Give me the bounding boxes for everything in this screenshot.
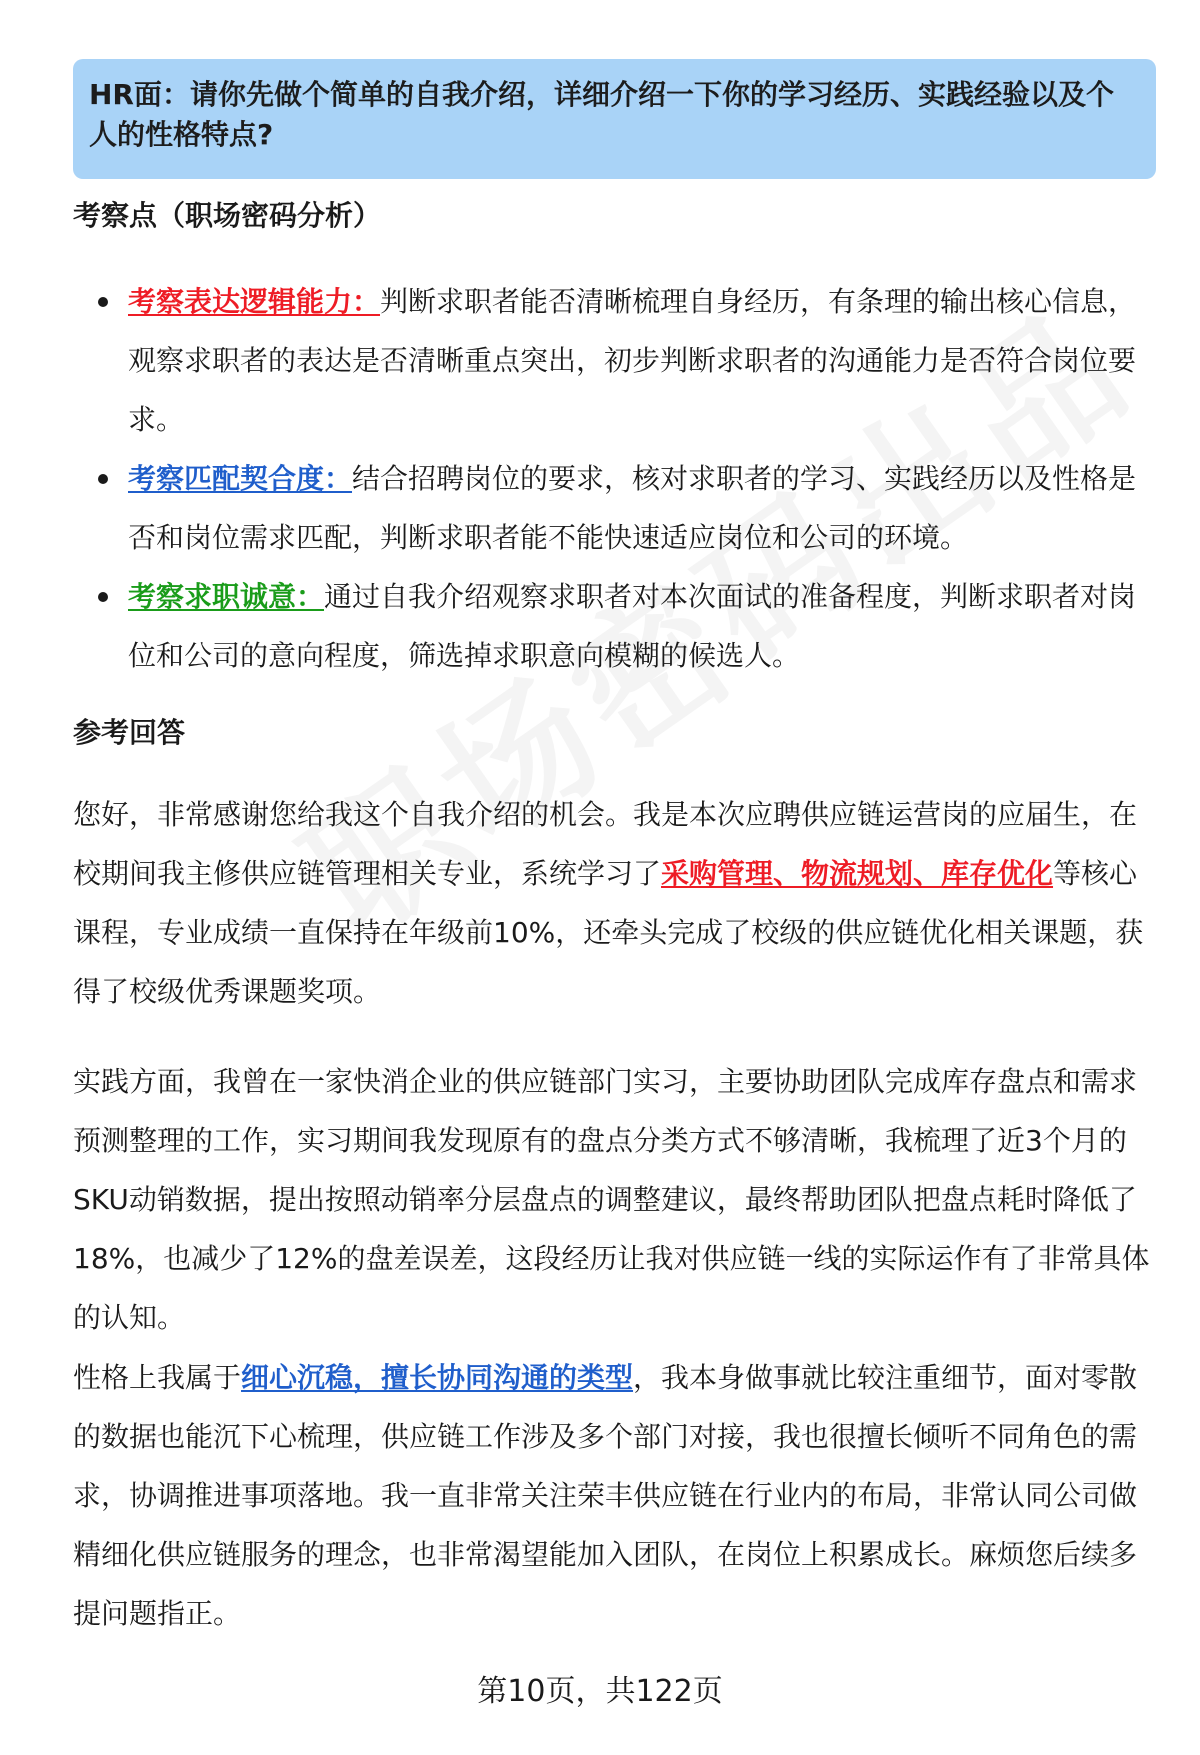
bullet-icon (98, 474, 108, 484)
answer-text: 等核心课程，专业成绩一直保持在年级前10%，还牵头完成了校级的供应链优化相关课题，获得了校级优秀课题奖项。 (73, 857, 1144, 1008)
assessment-item-title: 考察求职诚意： (128, 580, 325, 613)
assessment-item-text: 判断求职者能否清晰梳理自身经历，有条理的输出核心信息，观察求职者的表达是否清晰重点突出，初步判断求职者的沟通能力是否符合岗位要求。 (128, 285, 1137, 436)
answer-highlight-courses: 采购管理、物流规划、库存优化 (661, 857, 1054, 890)
assessment-item-title: 考察匹配契合度： (128, 462, 353, 495)
assessment-list (80, 272, 1156, 685)
bullet-icon (98, 592, 108, 602)
bullet-icon (98, 297, 108, 307)
answer-paragraph-practice: 实践方面，我曾在一家快消企业的供应链部门实习，主要协助团队完成库存盘点和需求预测整理的工作，实习期间我发现原有的盘点分类方式不够清晰，我梳理了近3个月的SKU动销数据，提出按照动销率分层盘点的调整建议，最终帮助团队把盘点耗时降低了18%，也减少了12%的盘差误差，这段经历让我对供应链一线的实际运作有了非常具体的认知。 (73, 1065, 1150, 1334)
answer-highlight-personality: 细心沉稳，擅长协同沟通的类型 (241, 1361, 634, 1394)
answer-text: ，我本身做事就比较注重细节，面对零散的数据也能沉下心梳理，供应链工作涉及多个部门对接，我也很擅长倾听不同角色的需求，协调推进事项落地。我一直非常关注荣丰供应链在行业内的布局，非常认同公司做精细化供应链服务的理念，也非常渴望能加入团队，在岗位上积累成长。麻烦您后续多提问题指正。 (73, 1361, 1138, 1630)
assessment-item-title: 考察表达逻辑能力： (128, 285, 381, 318)
assessment-item-text: 通过自我介绍观察求职者对本次面试的准备程度，判断求职者对岗位和公司的意向程度，筛选掉求职意向模糊的候选人。 (128, 580, 1137, 672)
answer-text: 性格上我属于 (73, 1361, 242, 1394)
question-box (73, 59, 1156, 179)
assessment-item (80, 567, 1156, 685)
assessment-item (80, 272, 1156, 449)
answer-text: 您好，非常感谢您给我这个自我介绍的机会。我是本次应聘供应链运营岗的应届生，在校期间我主修供应链管理相关专业，系统学习了 (73, 798, 1138, 890)
answer-heading: 参考回答 (73, 716, 186, 749)
assessment-item-text: 结合招聘岗位的要求，核对求职者的学习、实践经历以及性格是否和岗位需求匹配，判断求职者能不能快速适应岗位和公司的环境。 (128, 462, 1137, 554)
assessment-heading: 考察点（职场密码分析） (73, 199, 382, 232)
answer-paragraph-education (73, 785, 1156, 1021)
answer-paragraph-personality (73, 1348, 1156, 1643)
question-text: HR面：请你先做个简单的自我介绍，详细介绍一下你的学习经历、实践经验以及个人的性格特点? (89, 78, 1114, 151)
page-number: 第10页，共122页 (477, 1674, 723, 1709)
assessment-item (80, 449, 1156, 567)
